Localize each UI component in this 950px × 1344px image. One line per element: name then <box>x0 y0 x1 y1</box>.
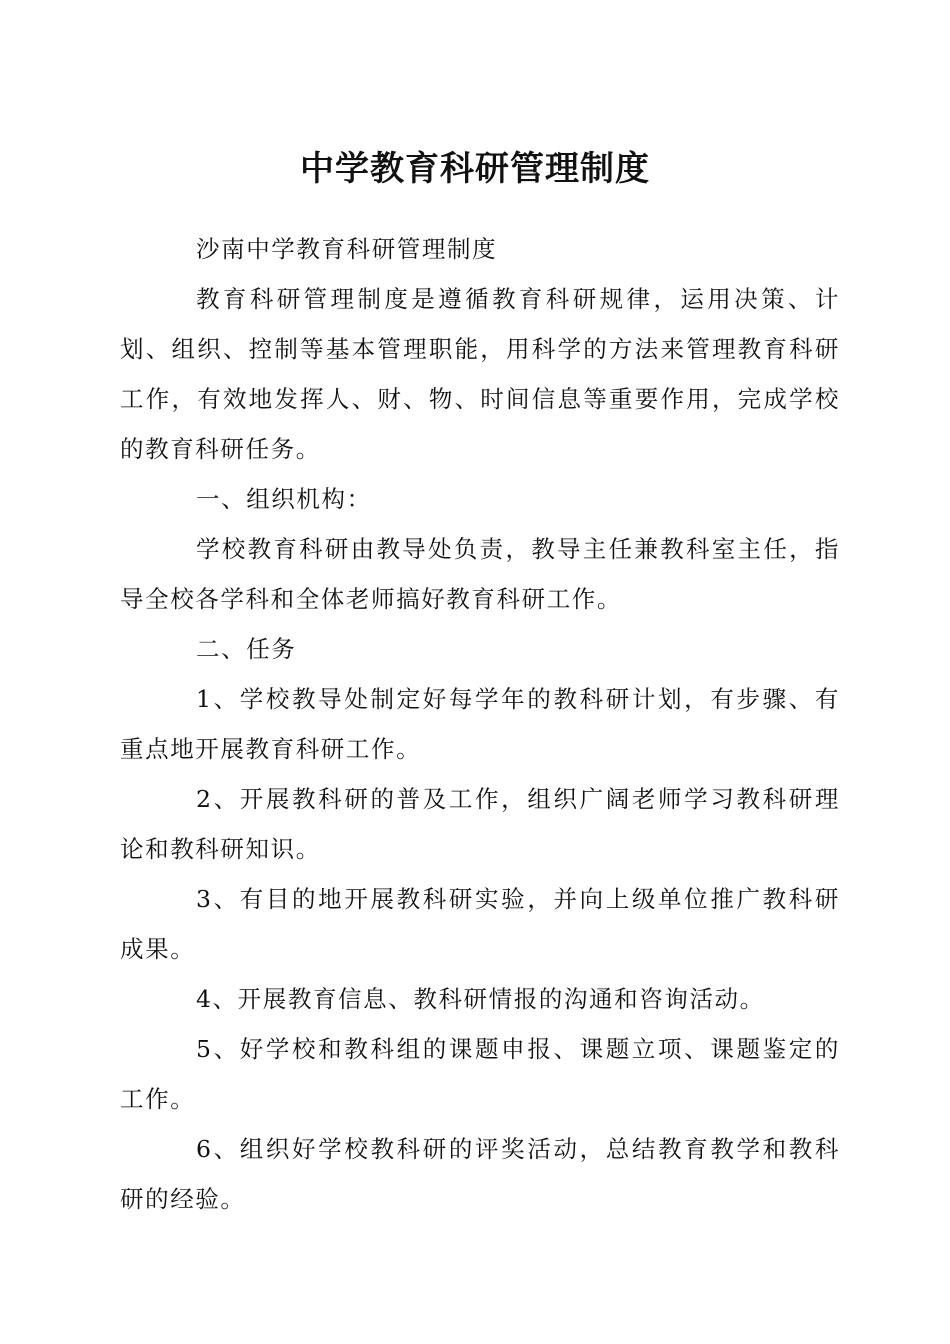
task-item-6: 6、组织好学校教科研的评奖活动，总结教育教学和教科研的经验。 <box>120 1135 840 1213</box>
section-heading-tasks: 二、任务 <box>196 635 297 663</box>
task-item-5: 5、好学校和教科组的课题申报、课题立项、课题鉴定的工作。 <box>120 1035 840 1113</box>
task-item-4: 4、开展教育信息、教科研情报的沟通和咨询活动。 <box>196 985 765 1013</box>
task-item-1: 1、学校教导处制定好每学年的教科研计划，有步骤、有重点地开展教育科研工作。 <box>120 685 840 763</box>
paragraph-intro: 教育科研管理制度是遵循教育科研规律，运用决策、计划、组织、控制等基本管理职能，用科学的方法来管理教育科研工作，有效地发挥人、财、物、时间信息等重要作用，完成学校的教育科研任务。 <box>120 285 840 463</box>
document-title: 中学教育科研管理制度 <box>300 149 650 189</box>
task-item-2: 2、开展教科研的普及工作，组织广阔老师学习教科研理论和教科研知识。 <box>120 785 840 863</box>
section-heading-organization: 一、组织机构： <box>196 485 372 513</box>
task-item-3: 3、有目的地开展教科研实验，并向上级单位推广教科研成果。 <box>120 885 840 963</box>
document-body <box>120 224 840 1224</box>
paragraph-organization: 学校教育科研由教导处负责，教导主任兼教科室主任，指导全校各学科和全体老师搞好教育科研工作。 <box>120 535 840 613</box>
paragraph-school-name: 沙南中学教育科研管理制度 <box>196 235 498 263</box>
